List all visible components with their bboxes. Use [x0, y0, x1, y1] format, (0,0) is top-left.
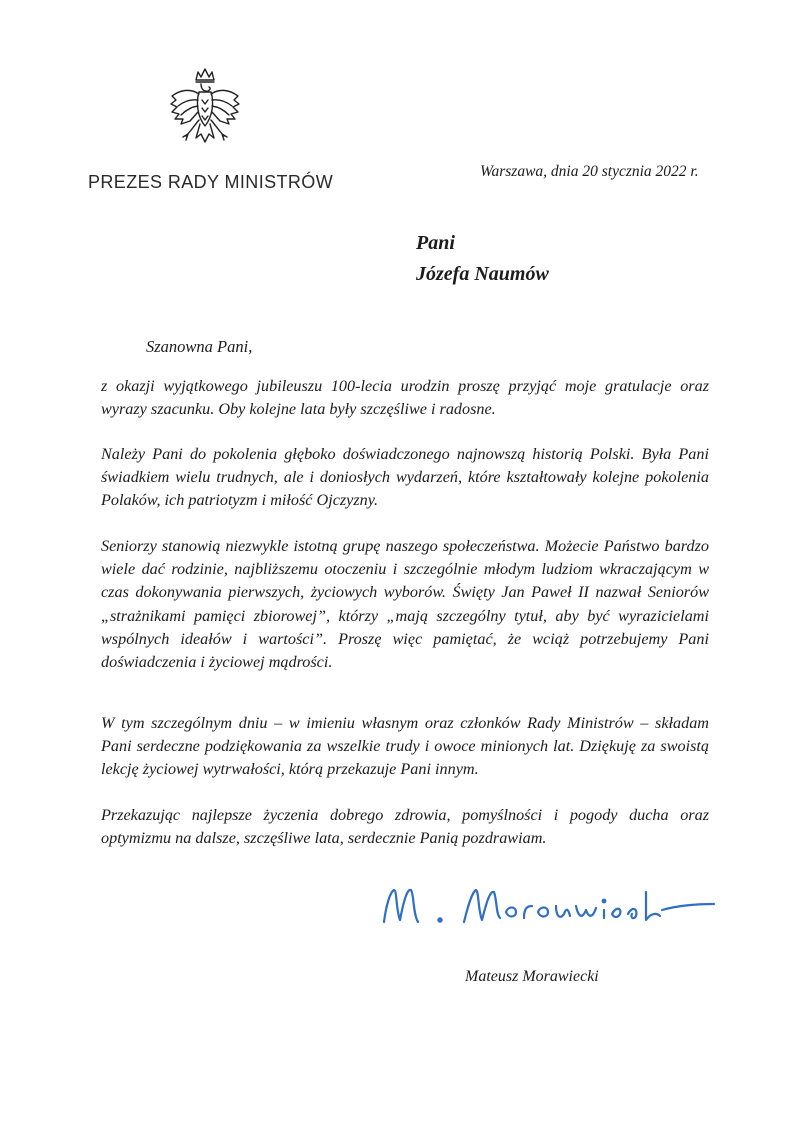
handwritten-signature [376, 870, 726, 950]
white-eagle-emblem-icon [168, 66, 242, 160]
recipient-name: Józefa Naumów [416, 263, 549, 285]
office-title: PREZES RADY MINISTRÓW [88, 172, 334, 192]
paragraph-wishes: Przekazując najlepsze życzenia dobrego zdrowia, pomyślności i pogody ducha oraz optymizmu na dalsze, szczęśliwe lata, serdecznie Panią pozdrawiam. [101, 806, 709, 848]
paragraph-thanks: W tym szczególnym dniu – w imieniu własnym oraz członków Rady Ministrów – składam Pani serdeczne podziękowania za wszelkie trudy i owoce minionych lat. Dziękuję za swoistą lekcję życiowej wytrwałości, którą przekazuje Pani innym. [101, 714, 709, 779]
letter-date: Warszawa, dnia 20 stycznia 2022 r. [480, 163, 699, 180]
paragraph-seniors: Seniorzy stanowią niezwykle istotną grupę naszego społeczeństwa. Możecie Państwo bardzo wiele dać rodzinie, najbliższemu otoczeniu i szczególnie młodym ludziom wkraczającym w czas dokonywania pierwszych, życiowych wyborów. Święty Jan Paweł II nazwał Seniorów „strażnikami pamięci zbiorowej”, którzy „mają szczególny tytuł, aby być wyrazicielami wspólnych ideałów i wartości”. Proszę więc pamiętać, że wciąż potrzebujemy Pani doświadczenia i życiowej mądrości. [101, 537, 709, 672]
paragraph-history: Należy Pani do pokolenia głęboko doświadczonego najnowszą historią Polski. Była Pani świadkiem wielu trudnych, ale i doniosłych wydarzeń, które kształtowały kolejne pokolenia Polaków, ich patriotyzm i miłość Ojczyzny. [101, 445, 709, 510]
salutation: Szanowna Pani, [146, 337, 253, 356]
recipient-title: Pani [416, 232, 455, 254]
paragraph-congratulations: z okazji wyjątkowego jubileuszu 100-lecia urodzin proszę przyjąć moje gratulacje oraz wyrazy szacunku. Oby kolejne lata były szczęśliwe i radosne. [101, 377, 709, 419]
signer-name: Mateusz Morawiecki [465, 968, 599, 985]
recipient-block [416, 228, 549, 290]
